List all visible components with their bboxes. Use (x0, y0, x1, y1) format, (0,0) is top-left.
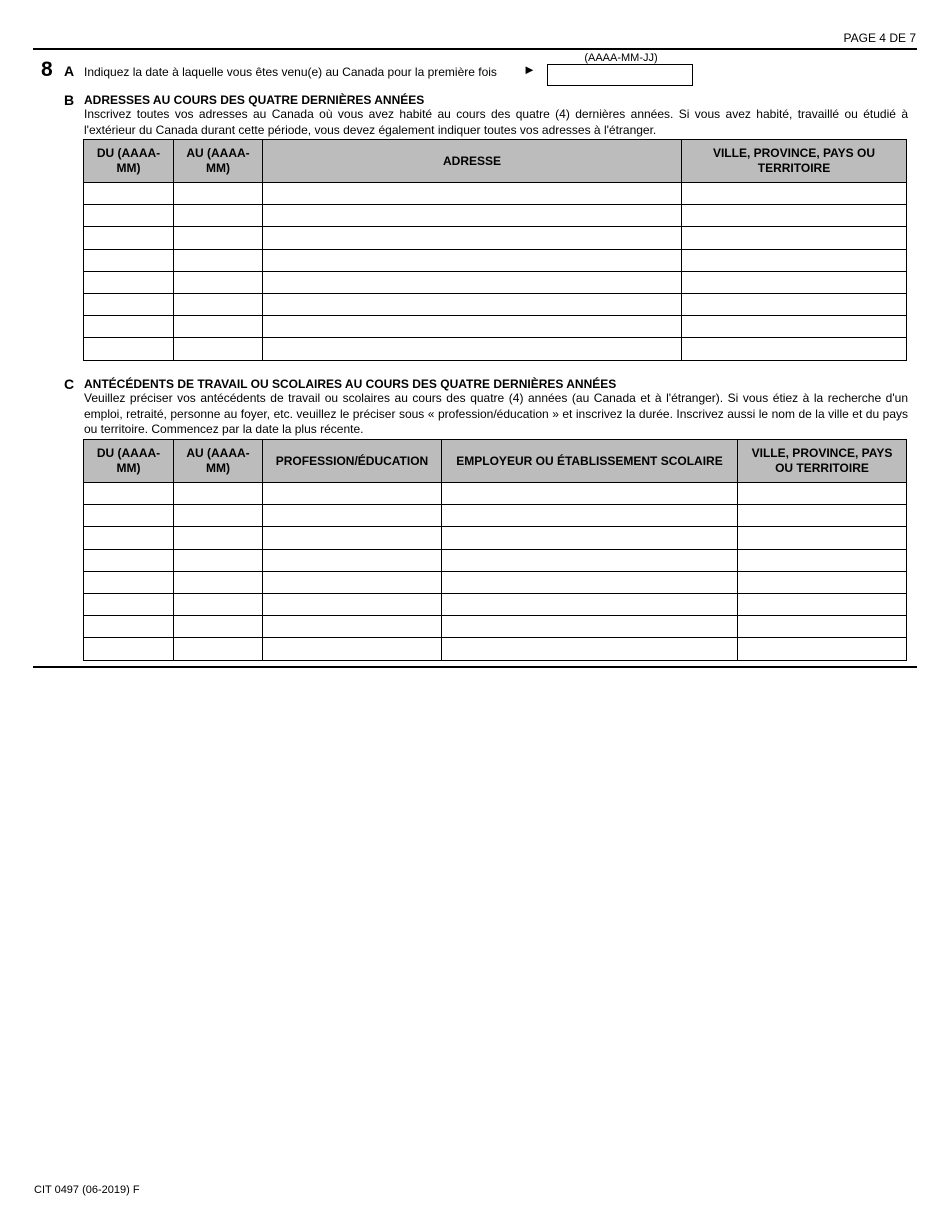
location-cell[interactable] (682, 271, 907, 293)
address-cell[interactable] (263, 271, 682, 293)
occupation-cell[interactable] (263, 527, 442, 549)
address-cell[interactable] (263, 338, 682, 360)
to-date-cell[interactable] (174, 483, 263, 505)
col-header-location: VILLE, PROVINCE, PAYS OU TERRITOIRE (682, 140, 907, 183)
from-date-cell[interactable] (84, 316, 174, 338)
to-date-cell[interactable] (174, 249, 263, 271)
from-date-cell[interactable] (84, 549, 174, 571)
table-row (84, 183, 907, 205)
col-header-employer: EMPLOYEUR OU ÉTABLISSEMENT SCOLAIRE (442, 440, 738, 483)
from-date-cell[interactable] (84, 338, 174, 360)
employer-cell[interactable] (442, 505, 738, 527)
occupation-cell[interactable] (263, 593, 442, 615)
addresses-table (83, 139, 907, 361)
employer-cell[interactable] (442, 638, 738, 660)
employer-cell[interactable] (442, 571, 738, 593)
to-date-cell[interactable] (174, 505, 263, 527)
to-date-cell[interactable] (174, 293, 263, 315)
table-row (84, 316, 907, 338)
employer-cell[interactable] (442, 549, 738, 571)
from-date-cell[interactable] (84, 505, 174, 527)
table-row (84, 549, 907, 571)
col-header-to: AU (AAAA-MM) (174, 440, 263, 483)
date-format-label: (AAAA-MM-JJ) (584, 52, 658, 64)
location-cell[interactable] (738, 593, 907, 615)
arrow-right-icon: ► (523, 62, 536, 77)
location-cell[interactable] (738, 616, 907, 638)
from-date-cell[interactable] (84, 183, 174, 205)
table-row (84, 249, 907, 271)
occupation-cell[interactable] (263, 549, 442, 571)
to-date-cell[interactable] (174, 616, 263, 638)
from-date-cell[interactable] (84, 638, 174, 660)
col-header-from: DU (AAAA-MM) (84, 140, 174, 183)
table-row (84, 293, 907, 315)
col-header-to: AU (AAAA-MM) (174, 140, 263, 183)
top-divider (33, 48, 917, 50)
table-row (84, 205, 907, 227)
table-row (84, 505, 907, 527)
page-number: PAGE 4 DE 7 (843, 31, 916, 45)
section-b-letter: B (64, 92, 75, 108)
location-cell[interactable] (738, 638, 907, 660)
from-date-cell[interactable] (84, 616, 174, 638)
to-date-cell[interactable] (174, 571, 263, 593)
from-date-cell[interactable] (84, 227, 174, 249)
table-row (84, 483, 907, 505)
location-cell[interactable] (682, 227, 907, 249)
section-a-letter: A (64, 63, 75, 79)
table-row (84, 227, 907, 249)
location-cell[interactable] (738, 571, 907, 593)
form-code: CIT 0497 (06-2019) F (34, 1184, 140, 1196)
employer-cell[interactable] (442, 527, 738, 549)
from-date-cell[interactable] (84, 293, 174, 315)
location-cell[interactable] (738, 483, 907, 505)
section-b-title: ADRESSES AU COURS DES QUATRE DERNIÈRES ANNÉES (84, 93, 425, 107)
col-header-occupation: PROFESSION/ÉDUCATION (263, 440, 442, 483)
location-cell[interactable] (682, 249, 907, 271)
table-row (84, 616, 907, 638)
to-date-cell[interactable] (174, 316, 263, 338)
bottom-divider (33, 666, 917, 668)
section-b-description: Inscrivez toutes vos adresses au Canada où vous avez habité au cours des quatre (4) dernières années. Si vous avez habité, travaillé ou étudié à l'extérieur du Canada durant cette période, vous devez également indiquer toutes vos adresses à l'étranger. (84, 107, 908, 137)
question-number: 8 (41, 58, 53, 81)
to-date-cell[interactable] (174, 183, 263, 205)
col-header-address: ADRESSE (263, 140, 682, 183)
from-date-cell[interactable] (84, 483, 174, 505)
to-date-cell[interactable] (174, 527, 263, 549)
address-cell[interactable] (263, 249, 682, 271)
to-date-cell[interactable] (174, 549, 263, 571)
location-cell[interactable] (682, 338, 907, 360)
address-cell[interactable] (263, 183, 682, 205)
col-header-from: DU (AAAA-MM) (84, 440, 174, 483)
to-date-cell[interactable] (174, 338, 263, 360)
table-row (84, 271, 907, 293)
table-row (84, 638, 907, 660)
address-cell[interactable] (263, 227, 682, 249)
location-cell[interactable] (682, 183, 907, 205)
from-date-cell[interactable] (84, 271, 174, 293)
to-date-cell[interactable] (174, 593, 263, 615)
occupation-cell[interactable] (263, 638, 442, 660)
col-header-location: VILLE, PROVINCE, PAYS OU TERRITOIRE (738, 440, 907, 483)
address-cell[interactable] (263, 205, 682, 227)
table-row (84, 571, 907, 593)
to-date-cell[interactable] (174, 638, 263, 660)
to-date-cell[interactable] (174, 227, 263, 249)
location-cell[interactable] (738, 527, 907, 549)
section-c-letter: C (64, 376, 75, 392)
location-cell[interactable] (738, 505, 907, 527)
location-cell[interactable] (682, 293, 907, 315)
location-cell[interactable] (738, 549, 907, 571)
occupation-cell[interactable] (263, 616, 442, 638)
work-history-table (83, 439, 907, 661)
address-cell[interactable] (263, 293, 682, 315)
from-date-cell[interactable] (84, 249, 174, 271)
to-date-cell[interactable] (174, 271, 263, 293)
section-c-title: ANTÉCÉDENTS DE TRAVAIL OU SCOLAIRES AU COURS DES QUATRE DERNIÈRES ANNÉES (84, 377, 617, 391)
employer-cell[interactable] (442, 483, 738, 505)
from-date-cell[interactable] (84, 593, 174, 615)
location-cell[interactable] (682, 316, 907, 338)
to-date-cell[interactable] (174, 205, 263, 227)
from-date-cell[interactable] (84, 205, 174, 227)
from-date-cell[interactable] (84, 527, 174, 549)
employer-cell[interactable] (442, 593, 738, 615)
from-date-cell[interactable] (84, 571, 174, 593)
occupation-cell[interactable] (263, 505, 442, 527)
table-row (84, 338, 907, 360)
table-row (84, 527, 907, 549)
address-cell[interactable] (263, 316, 682, 338)
section-a-question: Indiquez la date à laquelle vous êtes venu(e) au Canada pour la première fois (84, 65, 497, 79)
employer-cell[interactable] (442, 616, 738, 638)
table-row (84, 593, 907, 615)
occupation-cell[interactable] (263, 571, 442, 593)
occupation-cell[interactable] (263, 483, 442, 505)
arrival-date-input[interactable] (547, 64, 693, 86)
location-cell[interactable] (682, 205, 907, 227)
section-c-description: Veuillez préciser vos antécédents de travail ou scolaires au cours des quatre (4) années (au Canada et à l'étranger). Si vous étiez à la recherche d'un emploi, retraité, personne au foyer, etc. veuillez le préciser sous « profession/éducation » et inscrivez la durée. Inscrivez aussi le nom de la ville et du pays ou territoire. Commencez par la date la plus récente. (84, 391, 908, 436)
